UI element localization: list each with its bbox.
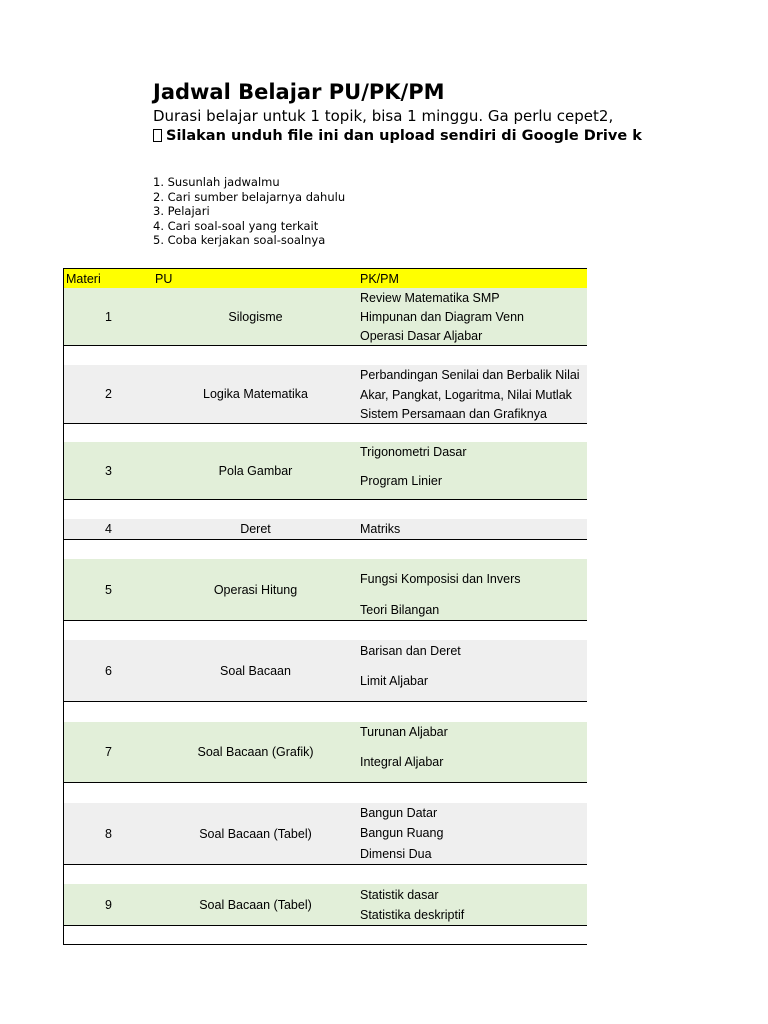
download-notice-text: Silakan unduh file ini dan upload sendiri di Google Drive k (166, 128, 642, 144)
spacer-row (63, 864, 587, 885)
pk-pm-topic: Barisan dan Deret (358, 640, 587, 662)
pk-pm-topic: Sistem Persamaan dan Grafiknya (358, 404, 587, 424)
step-item: 3. Pelajari (153, 204, 210, 218)
materi-number: 3 (63, 442, 154, 500)
missing-glyph-icon (153, 129, 162, 142)
materi-number: 2 (63, 365, 154, 424)
pk-pm-topic: Integral Aljabar (358, 742, 587, 783)
materi-number: 8 (63, 803, 154, 865)
spacer-row (63, 423, 587, 443)
duration-note: Durasi belajar untuk 1 topik, bisa 1 minggu. Ga perlu cepet2, (153, 107, 614, 125)
header-pk-pm: PK/PM (358, 268, 587, 289)
steps-list (153, 175, 345, 248)
pk-pm-topic: Trigonometri Dasar (358, 442, 587, 463)
materi-number: 5 (63, 559, 154, 621)
pk-pm-topic: Statistik dasar (358, 884, 587, 906)
pu-topic: Soal Bacaan (Tabel) (153, 884, 359, 926)
materi-number: 9 (63, 884, 154, 926)
pu-topic: Soal Bacaan (Tabel) (153, 803, 359, 865)
pk-pm-topic: Review Matematika SMP (358, 288, 587, 308)
header-pu: PU (153, 268, 359, 289)
spacer-row (63, 701, 587, 723)
materi-number: 1 (63, 288, 154, 346)
pk-pm-topic: Statistika deskriptif (358, 905, 587, 926)
pk-pm-topic: Fungsi Komposisi dan Invers (358, 559, 587, 600)
spacer-row (63, 620, 587, 641)
download-notice (153, 126, 642, 146)
spacer-row (63, 925, 587, 945)
pu-topic: Soal Bacaan (153, 640, 359, 702)
page-title: Jadwal Belajar PU/PK/PM (153, 80, 445, 104)
pk-pm-topic: Teori Bilangan (358, 599, 587, 621)
pk-pm-topic: Program Linier (358, 462, 587, 500)
pu-topic: Pola Gambar (153, 442, 359, 500)
materi-number: 4 (63, 519, 154, 540)
spacer-row (63, 782, 587, 804)
step-item: 4. Cari soal-soal yang terkait (153, 218, 319, 233)
spacer-row (63, 345, 587, 366)
pk-pm-topic: Himpunan dan Diagram Venn (358, 307, 587, 327)
pu-topic: Operasi Hitung (153, 559, 359, 621)
step-item: 1. Susunlah jadwalmu (153, 175, 280, 189)
pk-pm-topic: Bangun Ruang (358, 823, 587, 844)
pk-pm-topic: Dimensi Dua (358, 843, 587, 865)
pk-pm-topic: Bangun Datar (358, 803, 587, 824)
pu-topic: Soal Bacaan (Grafik) (153, 722, 359, 783)
pk-pm-topic: Perbandingan Senilai dan Berbalik Nilai (358, 365, 587, 386)
pk-pm-topic: Turunan Aljabar (358, 722, 587, 743)
schedule-table (63, 268, 587, 948)
spacer-row (63, 539, 587, 560)
pu-topic: Deret (153, 519, 359, 540)
pu-topic: Logika Matematika (153, 365, 359, 424)
header-materi: Materi (63, 268, 154, 289)
pk-pm-topic: Operasi Dasar Aljabar (358, 326, 587, 346)
materi-number: 7 (63, 722, 154, 783)
pk-pm-topic: Akar, Pangkat, Logaritma, Nilai Mutlak (358, 385, 587, 405)
pk-pm-topic: Matriks (358, 519, 587, 540)
materi-number: 6 (63, 640, 154, 702)
step-item: 5. Coba kerjakan soal-soalnya (153, 233, 326, 247)
pk-pm-topic: Limit Aljabar (358, 661, 587, 702)
pu-topic: Silogisme (153, 288, 359, 346)
step-item: 2. Cari sumber belajarnya dahulu (153, 189, 346, 204)
spacer-row (63, 499, 587, 520)
